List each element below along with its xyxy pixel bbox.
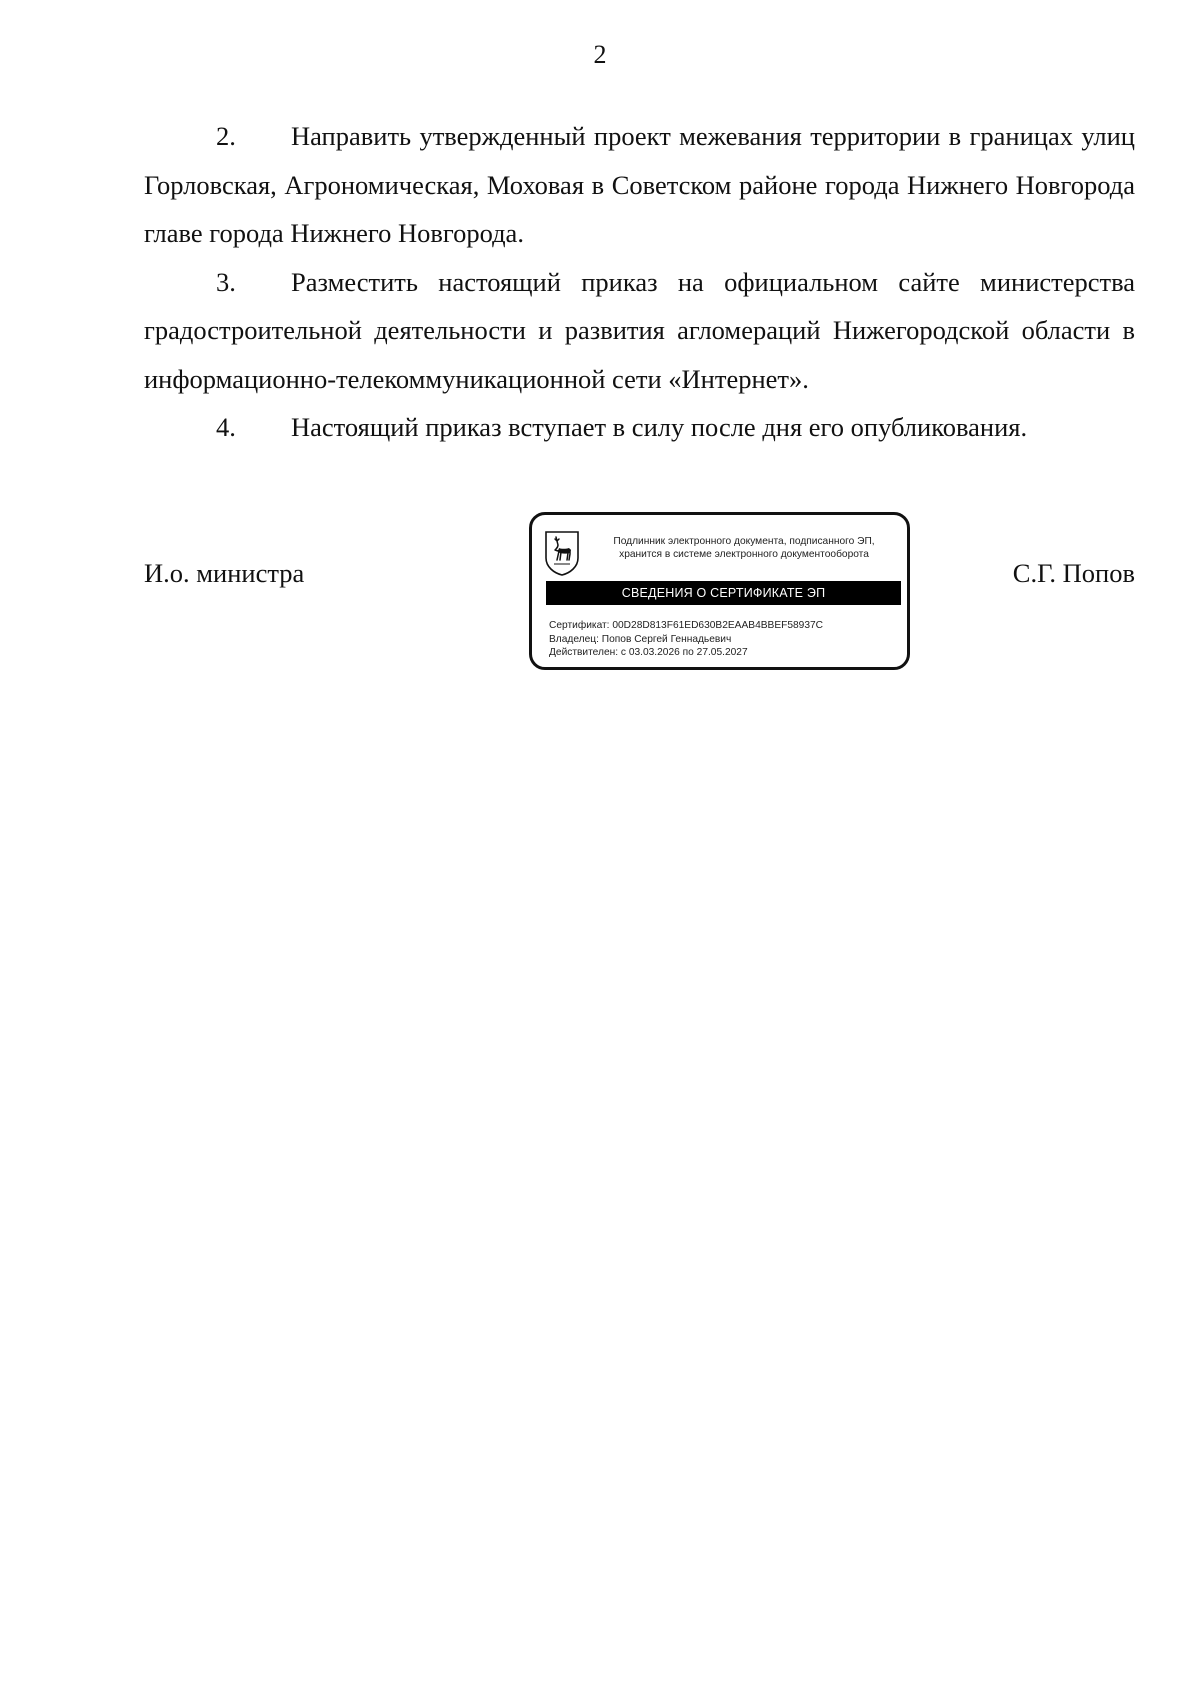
certificate-validity: Действителен: с 03.03.2026 по 27.05.2027 bbox=[549, 647, 748, 658]
paragraph-text: Направить утвержденный проект межевания территории в границах улиц Горловская, Агрономическая, Моховая в Советском районе города Нижнего Новгорода главе города Нижнего Новгорода. bbox=[144, 121, 1135, 248]
paragraph-number: 2. bbox=[216, 121, 236, 151]
paragraph-3 bbox=[144, 258, 1135, 404]
stamp-header-line: хранится в системе электронного документооборота bbox=[619, 549, 869, 560]
paragraph-4 bbox=[144, 403, 1135, 452]
electronic-signature-stamp bbox=[529, 512, 910, 670]
paragraph-2 bbox=[144, 112, 1135, 258]
stamp-header-line: Подлинник электронного документа, подписанного ЭП, bbox=[613, 536, 875, 547]
certificate-info-bar: СВЕДЕНИЯ О СЕРТИФИКАТЕ ЭП bbox=[546, 581, 901, 605]
paragraph-number: 3. bbox=[216, 266, 236, 297]
stamp-header bbox=[586, 535, 902, 561]
paragraph-text: Разместить настоящий приказ на официальном сайте министерства градостроительной деятельности и развития агломераций Нижегородской области в информационно-телекоммуникационной сети «Интернет». bbox=[144, 266, 1135, 394]
signer-title: И.о. министра bbox=[144, 558, 305, 588]
signer-name: С.Г. Попов bbox=[1012, 558, 1135, 588]
page-number: 2 bbox=[593, 40, 607, 69]
deer-coat-of-arms-icon bbox=[544, 530, 580, 576]
certificate-owner: Владелец: Попов Сергей Геннадьевич bbox=[549, 633, 732, 645]
certificate-details bbox=[549, 619, 823, 660]
certificate-number: Сертификат: 00D28D813F61ED630B2EAAB4BBEF58937C bbox=[549, 620, 824, 631]
paragraph-text: Настоящий приказ вступает в силу после дня его опубликования. bbox=[291, 412, 1028, 442]
document-body bbox=[144, 112, 1135, 452]
paragraph-number: 4. bbox=[216, 412, 236, 442]
